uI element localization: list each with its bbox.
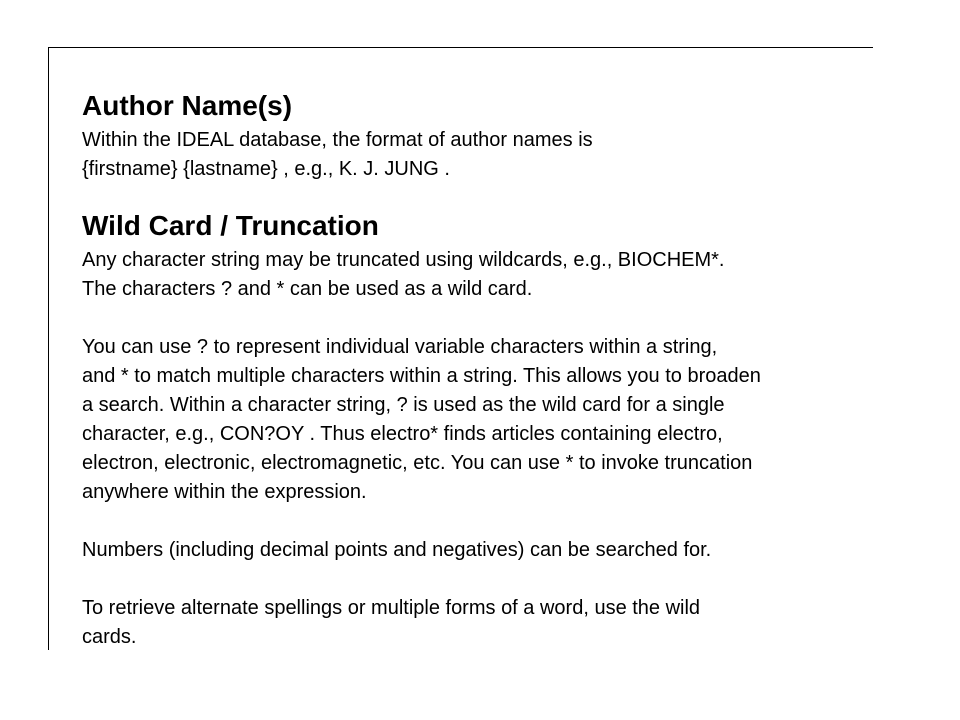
numbers-search-text: Numbers (including decimal points and negatives) can be searched for. [82,539,712,561]
wildcard-detail-line-1: You can use ? to represent individual variable characters within a string, [82,336,718,358]
wildcard-detail-line-6: anywhere within the expression. [82,481,367,503]
wildcard-detail-line-2: and * to match multiple characters within a string. This allows you to broaden [82,365,761,387]
wildcard-intro-line-2: The characters ? and * can be used as a wild card. [82,278,533,300]
paragraph-spacer [82,565,922,594]
wildcard-detail-line-5: electron, electronic, electromagnetic, etc. You can use * to invoke truncation [82,452,753,474]
section-spacer [82,184,922,206]
wildcard-intro-line-1: Any character string may be truncated using wildcards, e.g., BIOCHEM*. [82,249,725,271]
help-content [82,86,922,652]
wildcard-detail-line-4: character, e.g., CON?OY . Thus electro* finds articles containing electro, [82,423,723,445]
paragraph-spacer [82,304,922,333]
spelling-text-line-2: cards. [82,626,137,648]
frame-top-rule [48,47,873,48]
wildcard-truncation-heading: Wild Card / Truncation [82,210,379,241]
wildcard-detail-line-3: a search. Within a character string, ? is used as the wild card for a single [82,394,725,416]
author-format-text-line-1: Within the IDEAL database, the format of author names is [82,129,593,151]
paragraph-spacer [82,507,922,536]
spelling-text-line-1: To retrieve alternate spellings or multiple forms of a word, use the wild [82,597,701,619]
author-format-text-line-2: {firstname} {lastname} , e.g., K. J. JUNG . [82,158,450,180]
author-names-heading: Author Name(s) [82,90,293,121]
frame-left-rule [48,47,49,650]
